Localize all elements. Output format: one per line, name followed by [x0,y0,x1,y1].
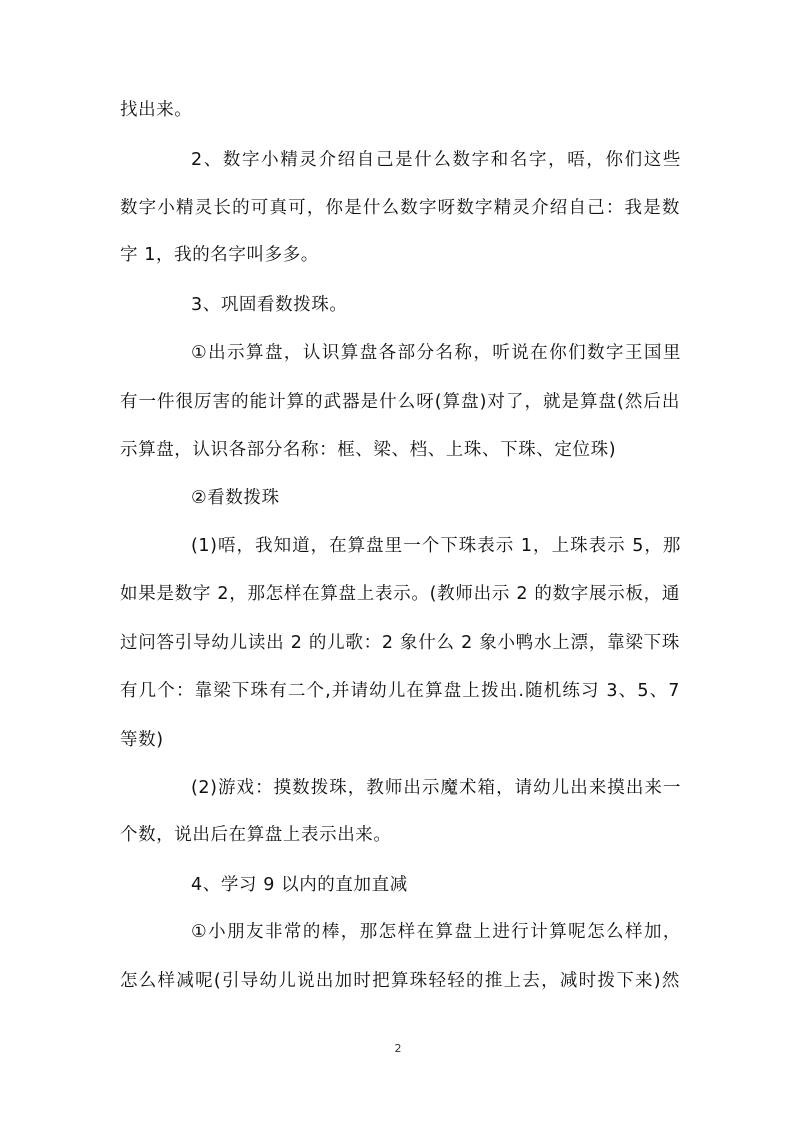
text-line: 数字小精灵长的可真可，你是什么数字呀数字精灵介绍自己：我是数 [120,198,680,218]
text-line: 过问答引导幼儿读出 2 的儿歌：2 象什么 2 象小鸭水上漂，靠梁下珠 [120,633,680,653]
text-line: (2)游戏：摸数拨珠，教师出示魔术箱，请幼儿出来摸出来一 [191,778,681,798]
text-line: 怎么样减呢(引导幼儿说出加时把算珠轻轻的推上去，减时拨下来)然 [120,971,680,991]
text-line: 2、数字小精灵介绍自己是什么数字和名字，唔，你们这些 [191,150,681,170]
text-line: 3、巩固看数拨珠。 [191,295,348,315]
text-line: 有几个：靠梁下珠有二个,并请幼儿在算盘上拨出.随机练习 3、5、7 [120,681,680,701]
text-line: ①出示算盘，认识算盘各部分名称，听说在你们数字王国里 [191,343,681,363]
text-line: 4、学习 9 以内的直加直减 [191,875,408,895]
page-number: 2 [394,1042,402,1055]
text-line: ①小朋友非常的棒，那怎样在算盘上进行计算呢怎么样加， [191,922,681,942]
text-line: 等数) [120,730,164,750]
text-line: ②看数拨珠 [191,488,280,508]
text-line: 示算盘，认识各部分名称：框、梁、档、上珠、下珠、定位珠) [120,440,617,460]
text-line: (1)唔，我知道，在算盘里一个下珠表示 1，上珠表示 5，那 [191,536,681,556]
text-line: 个数，说出后在算盘上表示出来。 [120,825,392,845]
text-line: 有一件很厉害的能计算的武器是什么呀(算盘)对了，就是算盘(然后出 [120,392,680,412]
text-line: 找出来。 [120,100,193,120]
text-line: 字 1，我的名字叫多多。 [120,245,319,265]
text-line: 如果是数字 2，那怎样在算盘上表示。(教师出示 2 的数字展示板，通 [120,584,680,604]
